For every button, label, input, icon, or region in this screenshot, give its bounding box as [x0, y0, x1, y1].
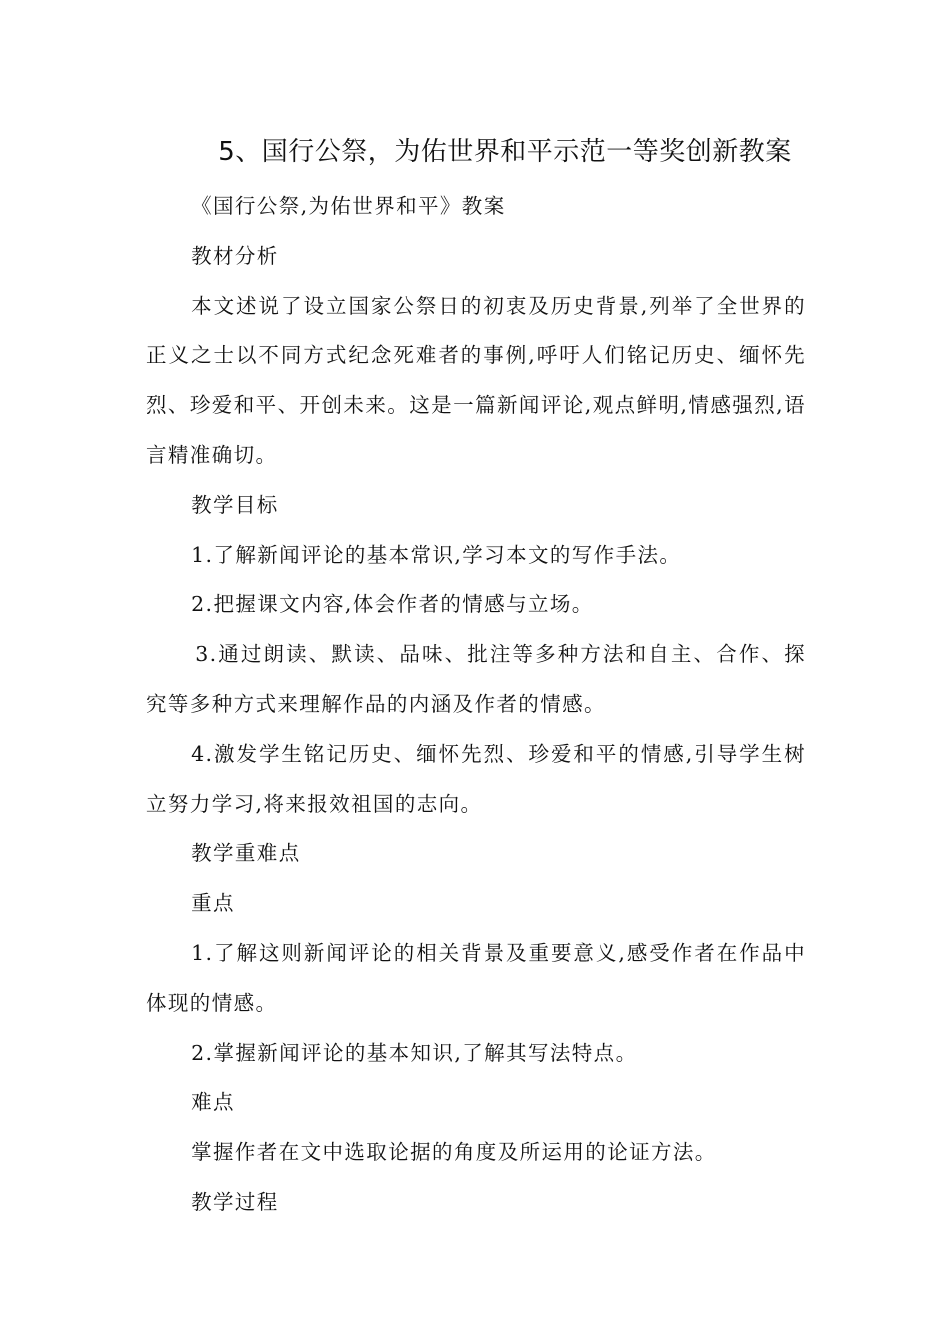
- teaching-goal-item: 3.通过朗读、默读、品味、批注等多种方法和自主、合作、探究等多种方式来理解作品的内涵及作者的情感。: [146, 642, 806, 716]
- section-heading-teaching-process: 教学过程: [191, 1189, 279, 1214]
- teaching-goal-item: 2.把握课文内容,体会作者的情感与立场。: [191, 592, 594, 617]
- section-heading-material-analysis: 教材分析: [191, 243, 279, 268]
- document-body: [146, 182, 806, 1228]
- section-heading-key-difficult-points: 教学重难点: [191, 841, 301, 866]
- section-heading-teaching-goals: 教学目标: [191, 492, 279, 517]
- material-analysis-paragraph: 本文述说了设立国家公祭日的初衷及历史背景,列举了全世界的正义之士以不同方式纪念死难者的事例,呼吁人们铭记历史、缅怀先烈、珍爱和平、开创未来。这是一篇新闻评论,观点鲜明,情感强烈,语言精准确切。: [146, 293, 806, 467]
- teaching-goal-item: 1.了解新闻评论的基本常识,学习本文的写作手法。: [191, 542, 682, 567]
- subheading-difficult-points: 难点: [191, 1090, 235, 1115]
- lesson-plan-heading: 《国行公祭,为佑世界和平》教案: [191, 194, 506, 218]
- subheading-key-points: 重点: [191, 891, 235, 916]
- key-point-item: 2.掌握新闻评论的基本知识,了解其写法特点。: [191, 1040, 638, 1065]
- teaching-goal-item: 4.激发学生铭记历史、缅怀先烈、珍爱和平的情感,引导学生树立努力学习,将来报效祖国的志向。: [146, 741, 806, 816]
- key-point-item: 1.了解这则新闻评论的相关背景及重要意义,感受作者在作品中体现的情感。: [146, 940, 806, 1015]
- document-title: 5、国行公祭，为佑世界和平示范一等奖创新教案: [218, 137, 792, 167]
- difficult-point-item: 掌握作者在文中选取论据的角度及所运用的论证方法。: [191, 1140, 717, 1165]
